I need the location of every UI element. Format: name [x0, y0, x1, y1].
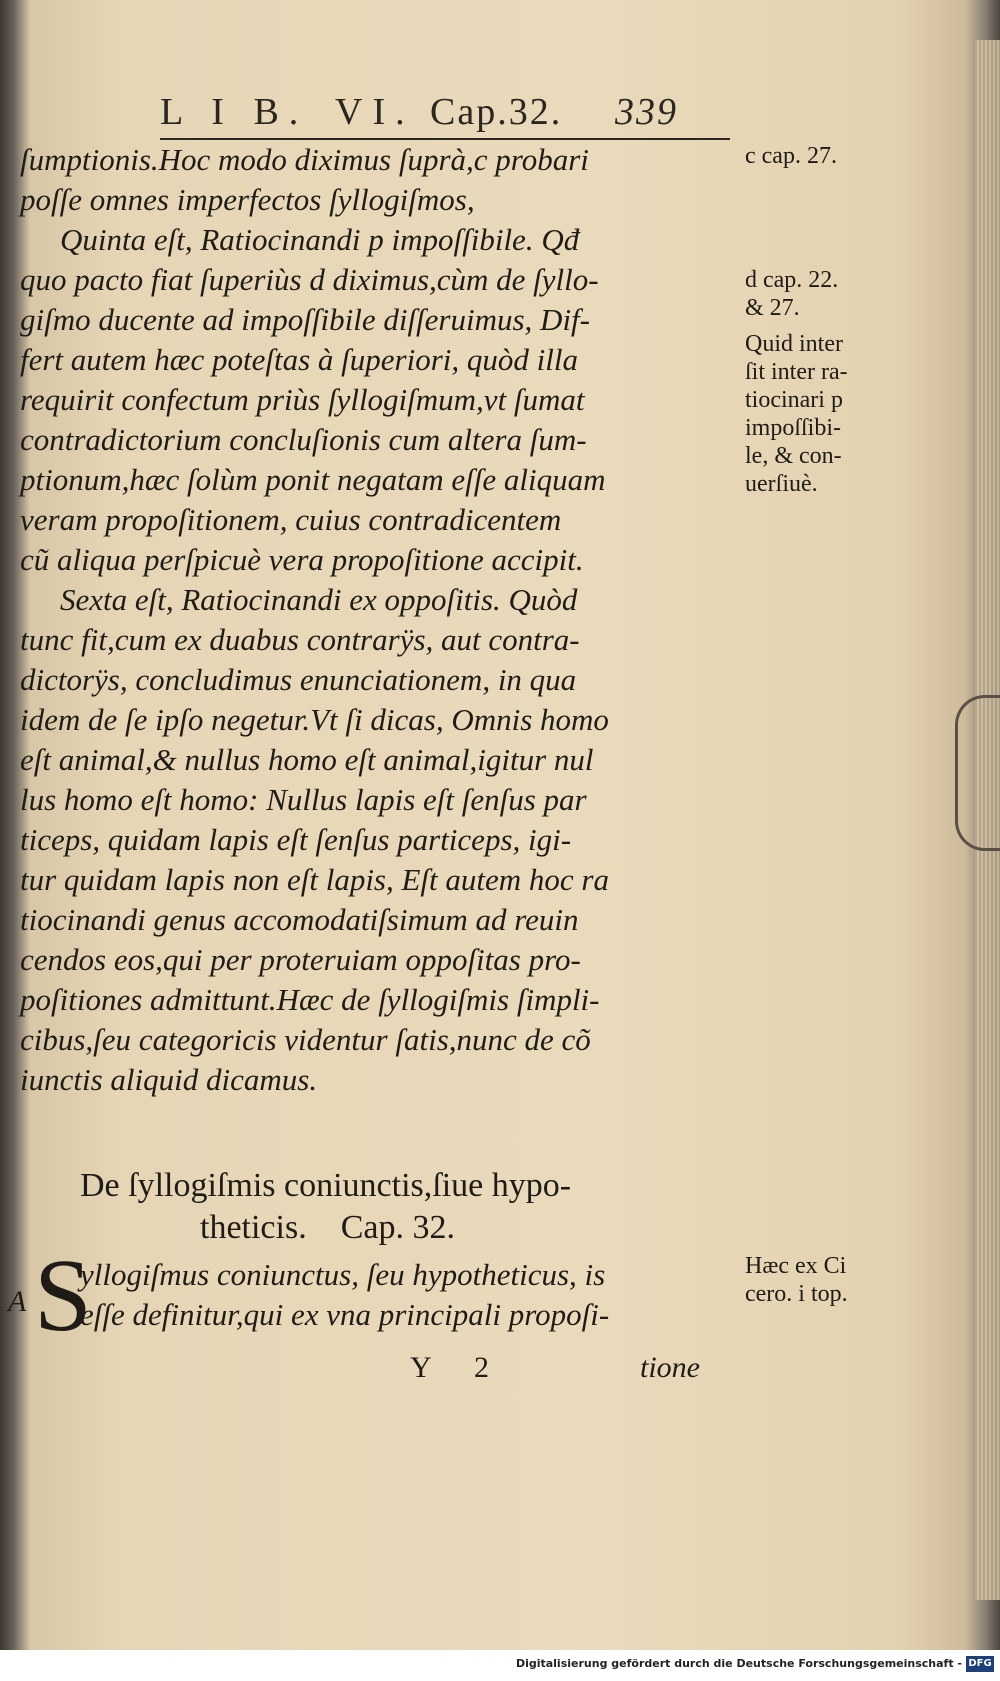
- text-line: lus homo eſt homo: Nullus lapis eſt ſenſus par: [20, 782, 587, 817]
- margin-note-line: Quid inter: [745, 331, 843, 357]
- margin-note: [745, 266, 915, 322]
- text-line: contradictorium concluſionis cum altera ſum-: [20, 422, 587, 457]
- margin-note-line: & 27.: [745, 295, 800, 321]
- chapter-opening: [20, 1255, 710, 1335]
- margin-note-line: d cap. 22.: [745, 267, 839, 293]
- catchword: tione: [640, 1351, 700, 1384]
- header-chapter: Cap.32.: [430, 91, 563, 133]
- text-line: cibus,ſeu categoricis videntur ſatis,nunc de cõ: [20, 1022, 591, 1057]
- main-text: [20, 140, 710, 1100]
- drop-cap-letter: S: [34, 1238, 92, 1353]
- chapter-heading: [80, 1165, 720, 1249]
- header-book: VI.: [335, 91, 415, 133]
- page-number: 339: [615, 91, 678, 133]
- paragraph-marker: A: [8, 1285, 27, 1318]
- margin-note: [745, 1252, 915, 1308]
- text-line: ſumptionis.Hoc modo diximus ſuprà,c probari: [20, 142, 589, 177]
- margin-note-line: le, & con-: [745, 443, 842, 469]
- text-line: ptionum,hæc ſolùm ponit negatam eſſe aliquam: [20, 462, 606, 497]
- text-line: poſitiones admittunt.Hæc de ſyllogiſmis ſimpli-: [20, 982, 600, 1017]
- text-line: cendos eos,qui per proteruiam oppoſitas pro-: [20, 942, 581, 977]
- running-header: [160, 70, 760, 133]
- text-line: tunc fit,cum ex duabus contrarÿs, aut contra-: [20, 622, 580, 657]
- text-line: fert autem hæc poteſtas à ſuperiori, quòd illa: [20, 342, 578, 377]
- margin-note-line: Hæc ex Ci: [745, 1253, 847, 1279]
- text-line: tur quidam lapis non eſt lapis, Eſt autem hoc ra: [20, 862, 609, 897]
- text-line: eſt animal,& nullus homo eſt animal,igitur nul: [20, 742, 594, 777]
- margin-note-line: ſit inter ra-: [745, 359, 848, 385]
- chapter-heading-line: De ſyllogiſmis coniunctis,ſiue hypo-: [80, 1167, 572, 1204]
- text-line: veram propoſitionem, cuius contradicentem: [20, 502, 562, 537]
- book-page: [8, 30, 975, 1630]
- text-line: giſmo ducente ad impoſſibile diſſeruimus, Dif-: [20, 302, 590, 337]
- margin-note-line: tiocinari p: [745, 387, 843, 413]
- margin-note-line: uerſiuè.: [745, 471, 818, 497]
- text-line: tiocinandi genus accomodatiſsimum ad reuin: [20, 902, 579, 937]
- margin-note-line: c cap. 27.: [745, 143, 837, 169]
- chapter-heading-line: theticis. Cap. 32.: [200, 1209, 455, 1246]
- text-line: idem de ſe ipſo negetur.Vt ſi dicas, Omnis homo: [20, 702, 609, 737]
- dfg-logo: DFG: [966, 1656, 994, 1672]
- text-line: dictorÿs, concludimus enunciationem, in qua: [20, 662, 577, 697]
- text-line: cũ aliqua perſpicuè vera propoſitione accipit.: [20, 542, 584, 577]
- text-line: ticeps, quidam lapis eſt ſenſus particeps, igi-: [20, 822, 572, 857]
- signature-mark: Y 2: [410, 1351, 508, 1384]
- margin-note: [745, 142, 915, 170]
- text-line: quo pacto fiat ſuperiùs d diximus,cùm de ſyllo-: [20, 262, 599, 297]
- margin-note-line: impoſſibi-: [745, 415, 841, 441]
- header-lib: L I B.: [160, 91, 309, 133]
- text-line: Sexta eſt, Ratiocinandi ex oppoſitis. Quòd: [60, 582, 578, 617]
- text-line: poſſe omnes imperfectos ſyllogiſmos,: [20, 182, 475, 217]
- margin-note-line: cero. i top.: [745, 1281, 848, 1307]
- text-line: yllogiſmus coniunctus, ſeu hypotheticus, is: [80, 1257, 606, 1292]
- footer-credit: Digitalisierung gefördert durch die Deutsche Forschungsgemeinschaft -: [515, 1657, 962, 1670]
- footer-bar: [0, 1650, 1000, 1681]
- text-line: iunctis aliquid dicamus.: [20, 1062, 318, 1097]
- margin-note: [745, 330, 915, 498]
- text-line: eſſe definitur,qui ex vna principali propoſi-: [80, 1297, 610, 1332]
- text-line: Quinta eſt, Ratiocinandi p impoſſibile. Qđ: [60, 222, 580, 257]
- text-line: requirit confectum priùs ſyllogiſmum,vt ſumat: [20, 382, 585, 417]
